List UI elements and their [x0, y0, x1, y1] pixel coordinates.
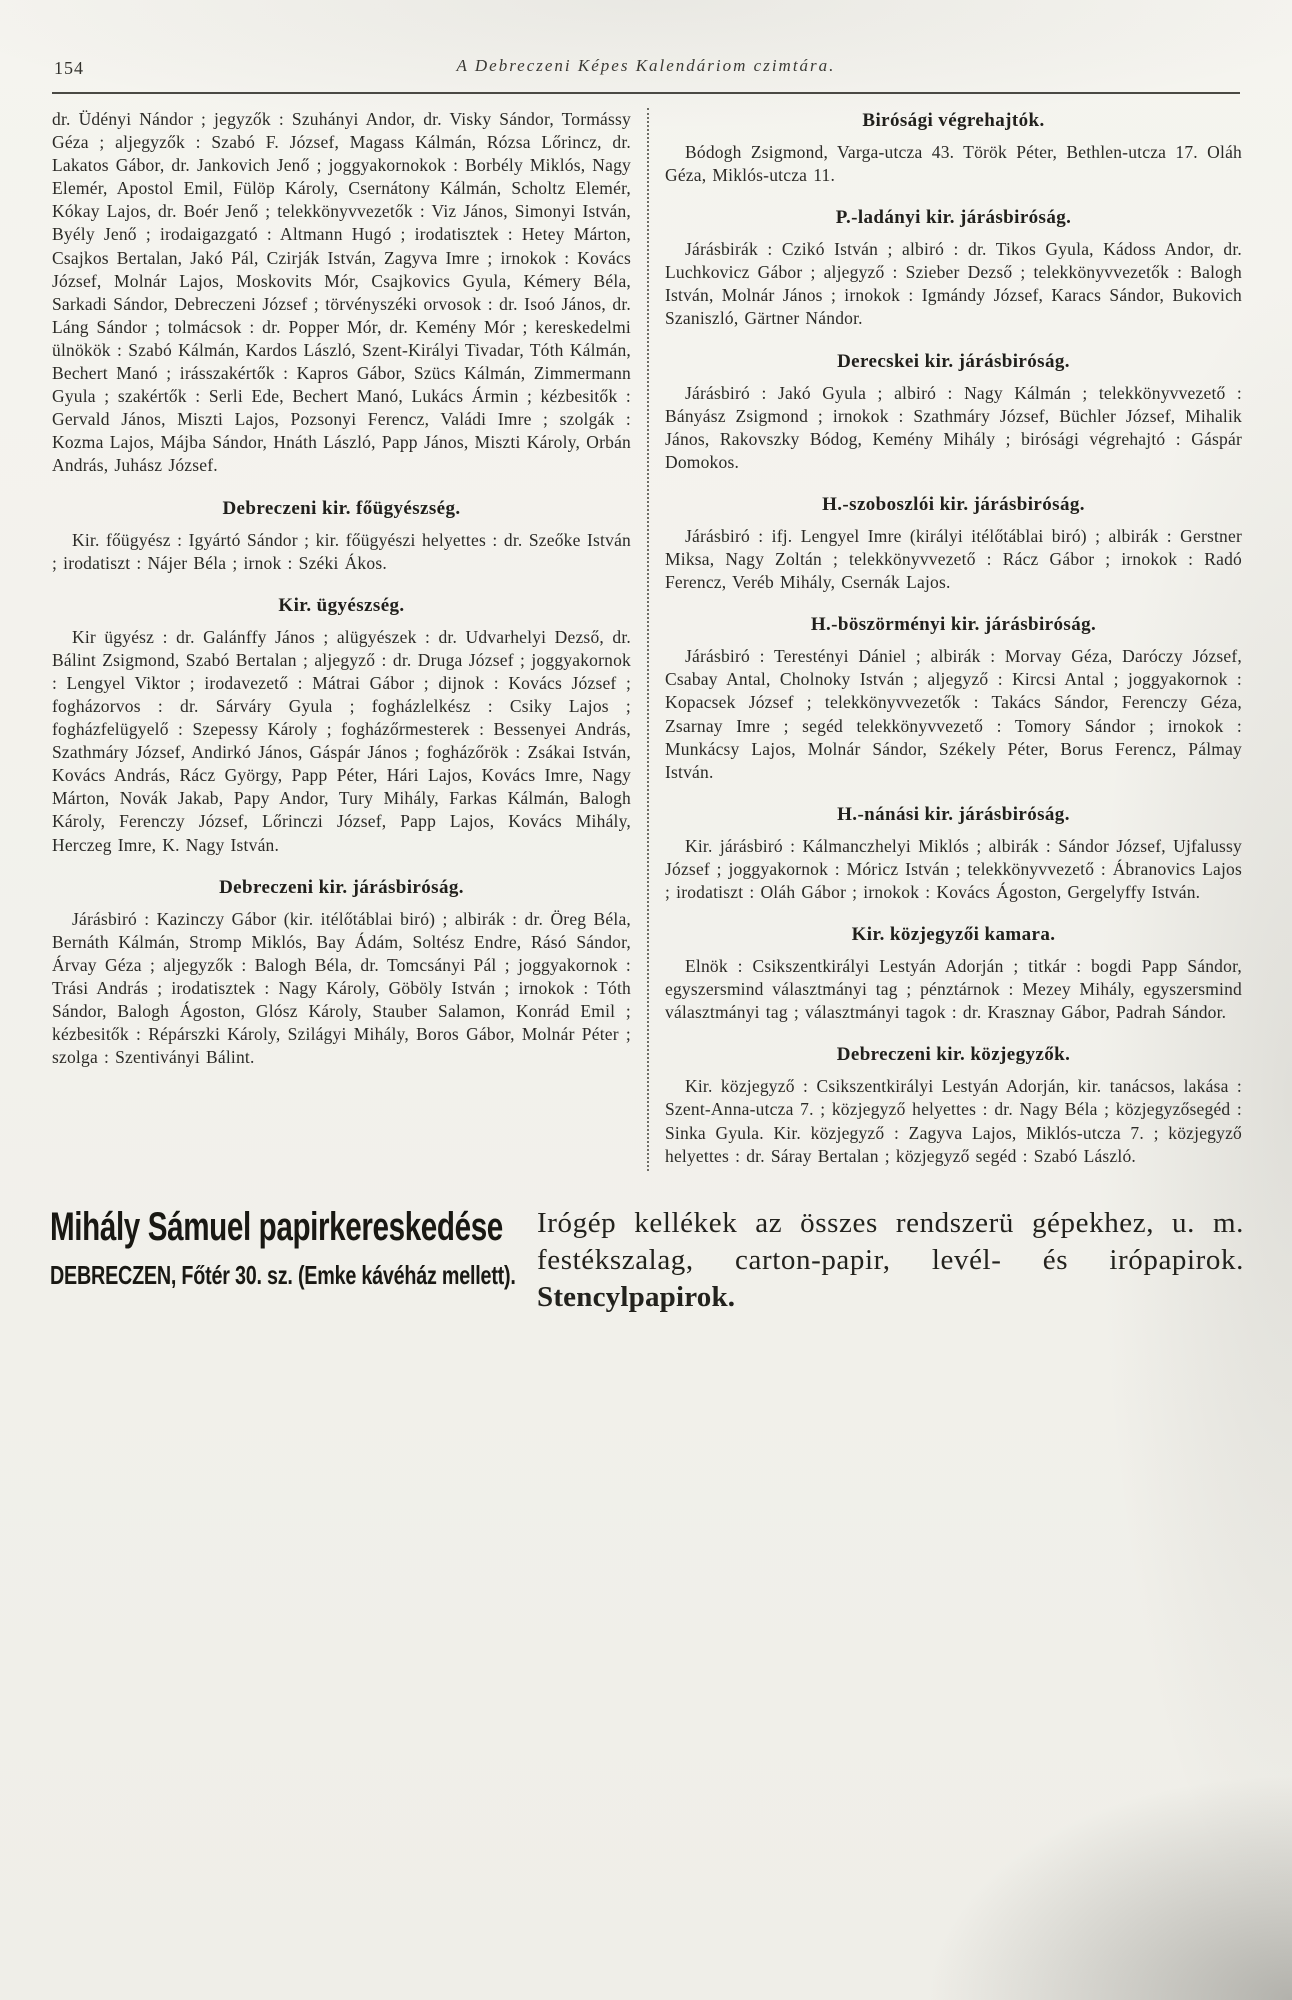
ad-offer-text: Irógép kellékek az összes rendszerü gépekhez, u. m. festékszalag, carton-papir, levél- és irópapirok.: [537, 1206, 1244, 1276]
ad-offer-highlight: Stencylpapirok.: [537, 1280, 736, 1313]
section-heading: Kir. közjegyzői kamara.: [851, 924, 1056, 946]
section-heading: Derecskei kir. járásbiróság.: [837, 350, 1070, 372]
section-body: Kir. járásbiró : Kálmanczhelyi Miklós ; albirák : Sándor József, Ujfalussy József ; joggyakornok : Móricz István ; telekkönyvvezető : Ábranovics Lajos ; irodatiszt : Oláh Gábor ; irnokok : Kovács Ágoston, Gergelyffy István.: [665, 835, 1242, 902]
section-heading: Debreczeni kir. közjegyzők.: [836, 1044, 1071, 1066]
section-body: Járásbiró : Jakó Gyula ; albiró : Nagy Kálmán ; telekkönyvvezető : Bányász Zsigmond ; irnokok : Szathmáry József, Büchler József, Mihalik János, Rakovszky Bódog, Kemény Mihály ; birósági végrehajtó : Gáspár Domokos.: [665, 382, 1242, 472]
section-heading: H.-böszörményi kir. járásbiróság.: [810, 614, 1097, 636]
section-body: Járásbirák : Czikó István ; albiró : dr. Tikos Gyula, Kádoss Andor, dr. Luchkovicz Gábor ; aljegyző : Szieber Dezső ; telekkönyvvezetők : Balogh István, Molnár János ; irnokok : Igmándy József, Karacs Sándor, Bukovich Szaniszló, Gärtner Nándor.: [665, 239, 1242, 329]
section-body: Járásbiró : ifj. Lengyel Imre (királyi itélőtáblai biró) ; albirák : Gerstner Miksa, Nagy Zoltán ; telekkönyvvezető : Rácz Gábor ; irnokok : Radó Ferencz, Veréb Mihály, Csernák Lajos.: [665, 525, 1242, 593]
section-body: Kir ügyész : dr. Galánffy János ; alügyészek : dr. Udvarhelyi Dezső, dr. Bálint Zsigmond, Szabó Bertalan ; aljegyző : dr. Druga József ; joggyakornok : Lengyel Viktor ; irodavezető : Mátrai Gábor ; dijnok : Kovács József ; fogházorvos : dr. Sárváry Gyula ; fogházlelkész : Csiky Lajos ; fogházfelügyelő : Szepessy Károly ; fogházőrmesterek : Bessenyei András, Szathmáry József, Andirkó János, Gáspár János ; fogházőrök : Zsákai István, Kovács András, Rácz György, Papp Péter, Hári Lajos, Kovács Imre, Nagy Márton, Novák Jakab, Papy Andor, Tury Mihály, Farkas Kálmán, Balogh Károly, Ferenczy József, Lőrinczi József, Papp Lajos, Kovács Mihály, Herczeg Imre, K. Nagy István.: [52, 626, 631, 855]
section-body: Kir. közjegyző : Csikszentkirályi Lestyán Adorján, kir. tanácsos, lakása : Szent-Anna-utcza 7. ; közjegyző helyettes : dr. Nagy Béla ; közjegyzősegéd : Sinka Gyula. Kir. közjegyző : Zagyva Lajos, Miklós-utcza 7. ; közjegyző helyettes : dr. Sáray Bertalan ; közjegyző segéd : Szabó László.: [665, 1076, 1242, 1166]
section-body: Elnök : Csikszentkirályi Lestyán Adorján ; titkár : bogdi Papp Sándor, egyszersmind választmányi tag ; pénztárnok : Mezey Mihály, egyszersmind választmányi tag ; választmányi tagok : dr. Krasznay Gábor, Padrah Sándor.: [665, 956, 1242, 1023]
continuation-paragraph: dr. Üdényi Nándor ; jegyzők : Szuhányi Andor, dr. Visky Sándor, Tormássy Géza ; aljegyzők : Szabó F. József, Magass Kálmán, Rózsa Lőrincz, dr. Lakatos Gábor, dr. Jankovich Jenő ; joggyakornokok : Borbély Miklós, Nagy Elemér, Apostol Emil, Fülöp Károly, Csernátony Kálmán, Scholtz Elemér, Kókay Lajos, dr. Boér Jenő ; telekkönyvvezetők : Viz János, Simonyi István, Byély Jenő ; irodaigazgató : Altmann Hugó ; irodatisztek : Hetey Márton, Csajkos Bertalan, Jakó Pál, Czirják István, Zagyva Imre ; irnokok : Kovács József, Molnár Lajos, Moskovits Mór, Csajkovics Gyula, Kémery Béla, Sarkadi Sándor, Debreczeni József ; törvényszéki orvosok : dr. Isoó János, dr. Láng Sándor ; tolmácsok : dr. Popper Mór, dr. Kemény Mór ; kereskedelmi ülnökök : Szabó Kálmán, Kardos László, Szent-Királyi Tivadar, Tóth Kálmán, Bechert Manó ; irásszakértők : Kapros Gábor, Szücs Kálmán, Zimmermann Gyula ; szakértők : Serli Ede, Bechert Manó, Lukács Ármin ; kézbesitők : Gervald János, Miszti Lajos, Pozsonyi Ferencz, Valádi Imre ; szolgák : Kozma Lajos, Májba Sándor, Hnáth László, Papp János, Miszti Károly, Orbán András, Juhász József.: [52, 109, 631, 476]
section-heading: H.-szoboszlói kir. járásbiróság.: [822, 493, 1085, 515]
section-body: Járásbiró : Terestényi Dániel ; albirák : Morvay Géza, Daróczy József, Csabay Antal, Cholnoky István ; aljegyző : Kircsi Antal ; joggyakornok : Kopacsek József ; telekkönyvvezetők : Takács Sándor, Ferenczy Géza, Zsarnay Imre ; segéd telekkönyvvezető : Tomory Sándor ; irnokok : Munkácsy Lajos, Molnár Sándor, Székely Péter, Borus Ferencz, Pálmay István.: [665, 646, 1242, 782]
advertisement: [50, 1205, 1244, 1316]
left-column: [52, 108, 647, 1171]
section-heading: H.-nánási kir. járásbiróság.: [837, 803, 1070, 825]
section-body: Kir. főügyész : Igyártó Sándor ; kir. főügyészi helyettes : dr. Szeőke István ; irodatiszt : Nájer Béla ; irnok : Széki Ákos.: [52, 529, 631, 573]
right-column: [647, 108, 1242, 1171]
page-number: 154: [54, 58, 84, 78]
ad-offer: [525, 1205, 1244, 1316]
section-heading: P.-ladányi kir. járásbiróság.: [835, 207, 1072, 229]
ad-shop-name: Mihály Sámuel papirkereskedése: [50, 1204, 503, 1249]
section-heading: Kir. ügyészség.: [278, 594, 405, 616]
section-heading: Debreczeni kir. járásbiróság.: [219, 876, 464, 898]
section-heading: Debreczeni kir. főügyészség.: [222, 497, 461, 519]
ad-shop-address: DEBRECZEN, Főtér 30. sz. (Emke kávéház mellett).: [50, 1259, 516, 1290]
ad-shop-block: [50, 1205, 525, 1290]
two-column-body: [52, 108, 1242, 1171]
section-body: Járásbiró : Kazinczy Gábor (kir. itélőtáblai biró) ; albirák : dr. Öreg Béla, Bernáth Kálmán, Stromp Miklós, Bay Ádám, Soltész Endre, Rásó Sándor, Árvay Géza ; aljegyzők : Balogh Béla, dr. Tomcsányi Pál ; joggyakornok : Trási András ; irodatisztek : Nagy Károly, Göböly István ; irnokok : Tóth Sándor, Balogh Ágoston, Glósz Károly, Stauber Salamon, Konrád Emil ; kézbesitők : Répárszki Károly, Szilágyi Mihály, Boros Gábor, Molnár Péter ; szolga : Szentiványi Bálint.: [52, 908, 631, 1068]
header-title: A Debreczeni Képes Kalendáriom czimtára.: [456, 56, 836, 75]
section-body: Bódogh Zsigmond, Varga-utcza 43. Török Péter, Bethlen-utcza 17. Oláh Géza, Miklós-utcza 11.: [665, 142, 1242, 186]
page-header: [52, 56, 1240, 94]
section-heading: Birósági végrehajtók.: [862, 110, 1045, 131]
